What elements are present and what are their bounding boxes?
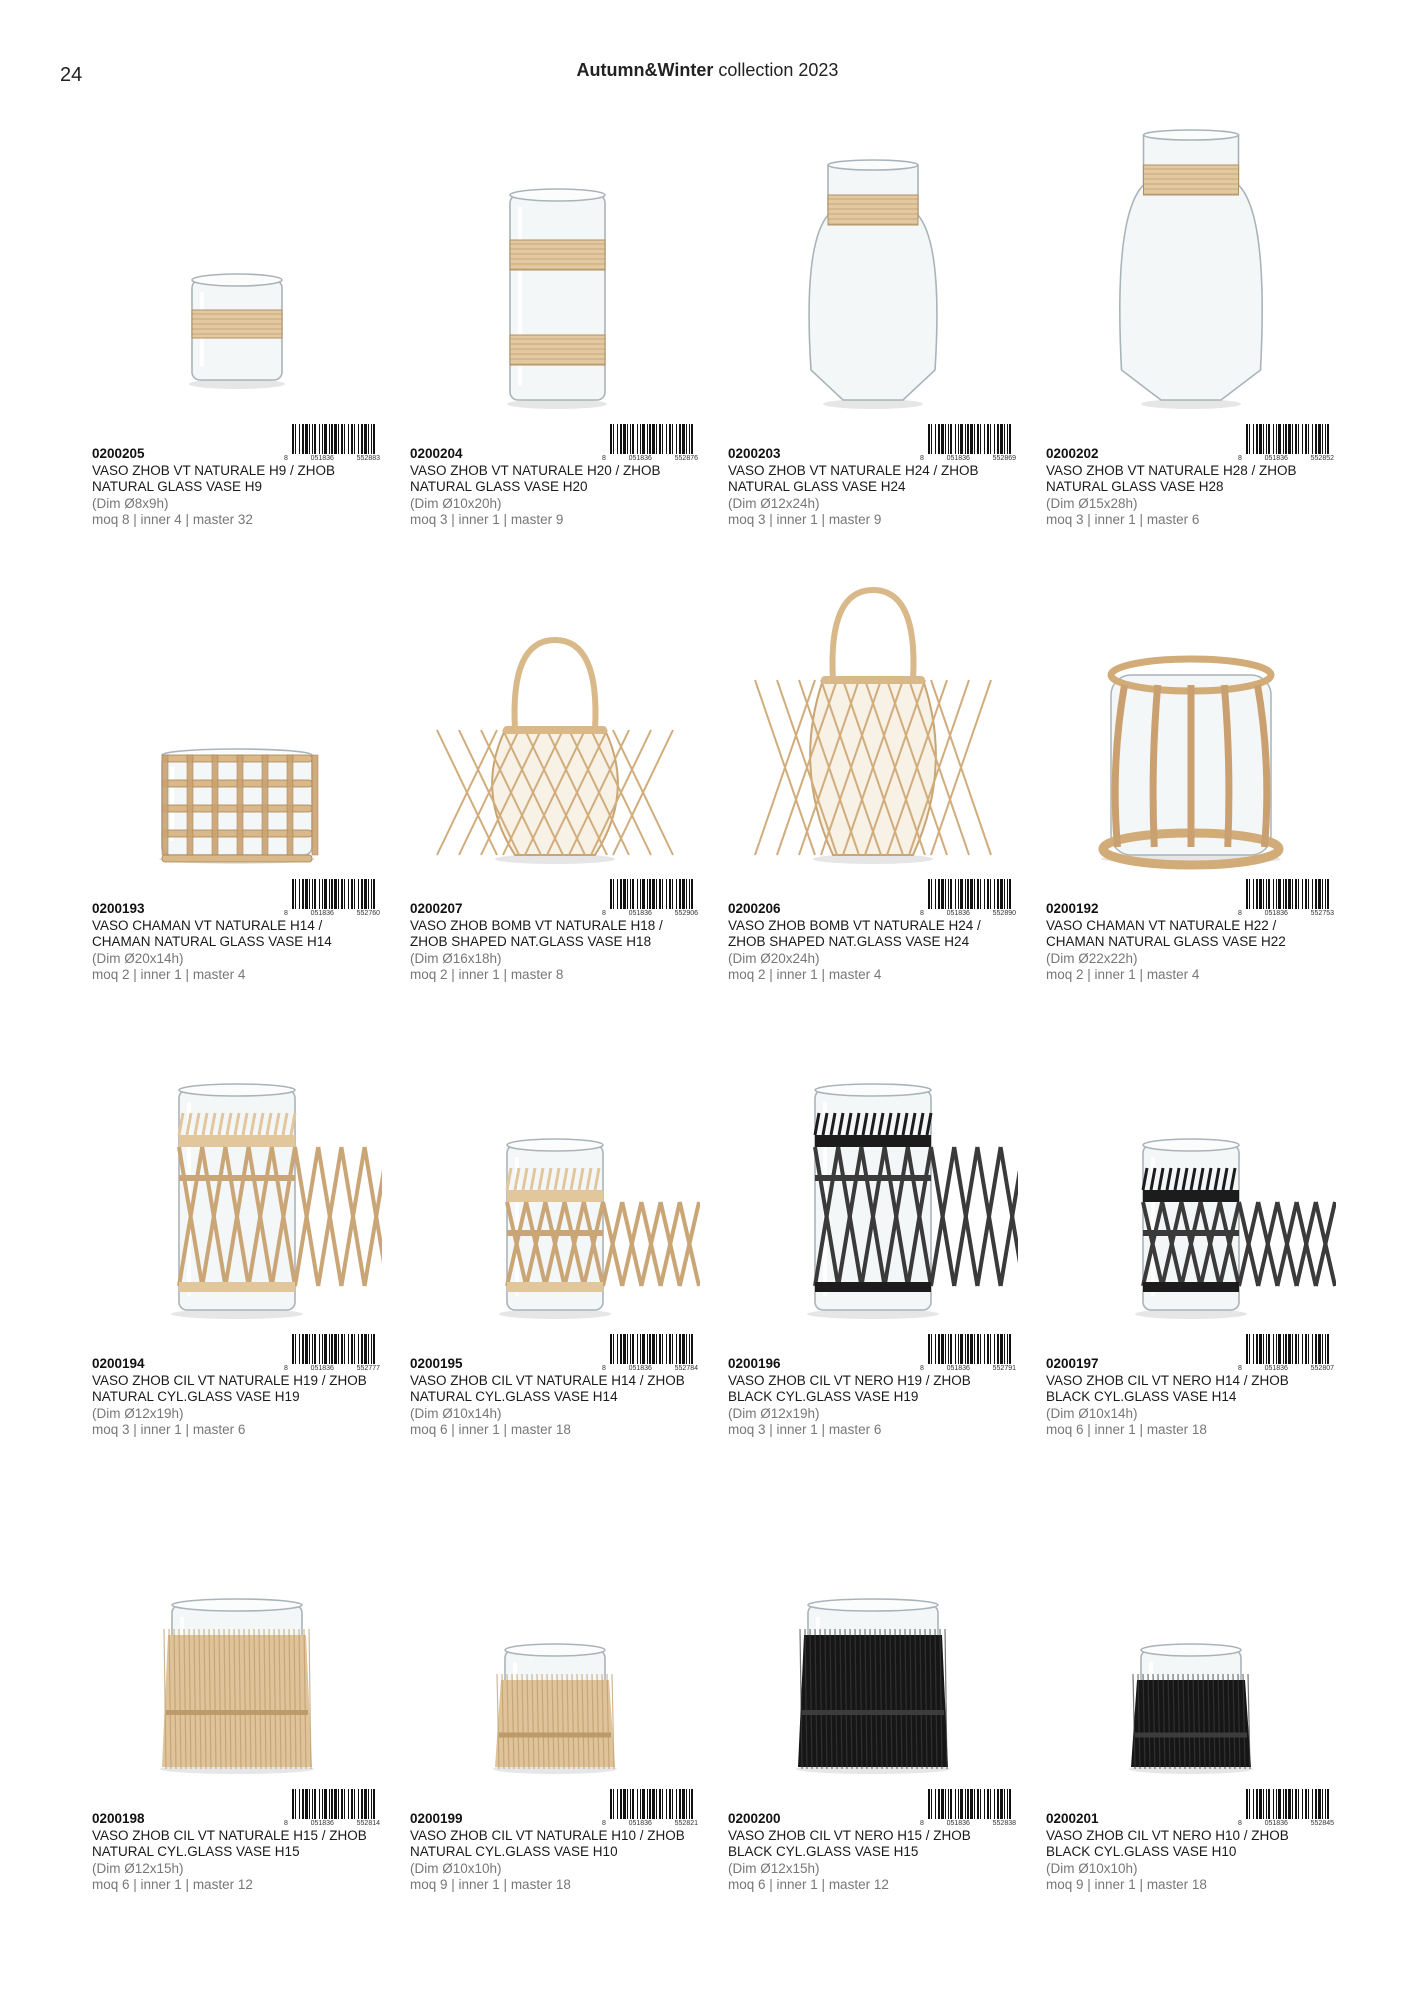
barcode-digit-lead: 8 [920,910,924,917]
lantern-woven-handle-tall-icon [728,555,1018,875]
product-name-line2: NATURAL GLASS VASE H20 [410,479,588,494]
product-info [728,1811,1020,1894]
product-info [410,901,702,984]
vase-raffia-fringe-natural-small-icon [410,1465,700,1785]
product-name-line1: VASO ZHOB CIL VT NERO H14 / ZHOB [1046,1372,1289,1388]
barcode-digits-left: 051836 [628,1820,652,1827]
product-image [410,100,700,420]
barcode-digits-right: 552791 [992,1365,1016,1372]
product-name-line2: NATURAL CYL.GLASS VASE H15 [92,1844,300,1859]
product-card [728,1010,1018,1465]
barcode-digits-left: 051836 [310,1820,334,1827]
product-card [1046,1010,1336,1465]
product-name-line2: CHAMAN NATURAL GLASS VASE H22 [1046,934,1286,949]
barcode-digits-right: 552876 [674,455,698,462]
product-packaging: moq 3 | inner 1 | master 6 [728,1422,882,1437]
product-code: 0200199 [410,1811,463,1826]
vase-glass-two-bands-icon [410,100,700,420]
product-packaging: moq 3 | inner 1 | master 9 [410,512,564,527]
barcode-digits-right: 552852 [1310,455,1334,462]
product-info [728,446,1020,529]
product-card [410,1465,700,1920]
barcode-digits-right: 552906 [674,910,698,917]
vase-glass-tall-icon [1046,100,1336,420]
product-image [92,555,382,875]
barcode-digits-right: 552760 [356,910,380,917]
product-info [92,1356,384,1439]
barcode-digits-right: 552807 [1310,1365,1334,1372]
product-packaging: moq 9 | inner 1 | master 18 [410,1877,571,1892]
product-info [410,1811,702,1894]
barcode-digits-right: 552821 [674,1820,698,1827]
barcode-digits-left: 051836 [946,1820,970,1827]
product-name-line1: VASO ZHOB BOMB VT NATURALE H18 / [410,917,663,933]
vase-raffia-fringe-black-icon [728,1465,1018,1785]
product-name-line1: VASO ZHOB VT NATURALE H9 / ZHOB [92,462,336,478]
product-packaging: moq 9 | inner 1 | master 18 [1046,1877,1207,1892]
barcode-digit-lead: 8 [920,455,924,462]
page-title-bold: Autumn&Winter [576,60,714,80]
product-name-line1: VASO ZHOB CIL VT NERO H19 / ZHOB [728,1372,971,1388]
product-card [728,555,1018,1010]
barcode-digits-left: 051836 [310,455,334,462]
product-card [1046,1465,1336,1920]
product-card [92,1465,382,1920]
product-image [92,1010,382,1330]
barcode-digits-left: 051836 [310,910,334,917]
product-dimensions: (Dim Ø12x15h) [92,1860,184,1876]
product-code: 0200202 [1046,446,1099,461]
product-name-line2: NATURAL GLASS VASE H24 [728,479,906,494]
product-code: 0200192 [1046,901,1099,916]
product-card [1046,100,1336,555]
barcode-digit-lead: 8 [284,1820,288,1827]
product-info [1046,1811,1338,1894]
lantern-woven-handle-icon [410,555,700,875]
barcode-digits-right: 552777 [356,1365,380,1372]
product-packaging: moq 2 | inner 1 | master 4 [92,967,246,982]
barcode-digits-left: 051836 [628,455,652,462]
product-code: 0200203 [728,446,781,461]
product-card [1046,555,1336,1010]
vase-raffia-net-natural-small-icon [410,1010,700,1330]
barcode-digit-lead: 8 [920,1820,924,1827]
vase-glass-band-icon [92,100,382,420]
product-name-line2: ZHOB SHAPED NAT.GLASS VASE H18 [410,934,652,949]
product-code: 0200206 [728,901,781,916]
product-packaging: moq 3 | inner 1 | master 6 [92,1422,246,1437]
product-dimensions: (Dim Ø16x18h) [410,950,502,966]
product-image [728,1010,1018,1330]
product-code: 0200196 [728,1356,781,1371]
product-name-line1: VASO ZHOB CIL VT NATURALE H10 / ZHOB [410,1827,685,1843]
product-packaging: moq 6 | inner 1 | master 18 [1046,1422,1207,1437]
barcode-digits-left: 051836 [1264,455,1288,462]
barcode-digits-left: 051836 [946,1365,970,1372]
barcode-digits-left: 051836 [946,910,970,917]
product-code: 0200194 [92,1356,145,1371]
barcode-digits-left: 051836 [628,1365,652,1372]
product-dimensions: (Dim Ø12x24h) [728,495,820,511]
product-dimensions: (Dim Ø10x10h) [410,1860,502,1876]
product-image [1046,555,1336,875]
product-card [410,1010,700,1465]
product-dimensions: (Dim Ø10x10h) [1046,1860,1138,1876]
product-info [1046,901,1338,984]
barcode-digit-lead: 8 [602,910,606,917]
product-image [728,100,1018,420]
barcode-digits-left: 051836 [946,455,970,462]
product-packaging: moq 8 | inner 4 | master 32 [92,512,253,527]
page-number: 24 [60,64,83,86]
product-name-line1: VASO ZHOB CIL VT NERO H15 / ZHOB [728,1827,971,1843]
product-dimensions: (Dim Ø8x9h) [92,495,169,511]
product-name-line2: ZHOB SHAPED NAT.GLASS VASE H24 [728,934,970,949]
barcode-digits-right: 552784 [674,1365,698,1372]
product-image [92,1465,382,1785]
barcode-digits-left: 051836 [628,910,652,917]
page-title [0,60,1415,81]
product-name-line1: VASO ZHOB CIL VT NERO H10 / ZHOB [1046,1827,1289,1843]
barcode-digits-left: 051836 [1264,910,1288,917]
barcode-digit-lead: 8 [1238,1820,1242,1827]
product-name-line1: VASO ZHOB VT NATURALE H20 / ZHOB [410,462,661,478]
product-card [410,555,700,1010]
barcode-digits-right: 552890 [992,910,1016,917]
product-packaging: moq 6 | inner 1 | master 12 [92,1877,253,1892]
vase-raffia-net-natural-icon [92,1010,382,1330]
vase-rattan-lattice-icon [92,555,382,875]
barcode-digits-right: 552753 [1310,910,1334,917]
product-name-line1: VASO ZHOB CIL VT NATURALE H19 / ZHOB [92,1372,367,1388]
product-code: 0200193 [92,901,145,916]
barcode-digit-lead: 8 [602,1365,606,1372]
product-name-line2: NATURAL CYL.GLASS VASE H19 [92,1389,300,1404]
product-info [410,446,702,529]
vase-raffia-fringe-black-small-icon [1046,1465,1336,1785]
vase-raffia-net-black-small-icon [1046,1010,1336,1330]
vase-rattan-cage-icon [1046,555,1336,875]
barcode-digit-lead: 8 [284,1365,288,1372]
barcode-digits-right: 552869 [992,455,1016,462]
vase-raffia-fringe-natural-icon [92,1465,382,1785]
product-image [410,555,700,875]
product-dimensions: (Dim Ø20x14h) [92,950,184,966]
barcode-digits-right: 552883 [356,455,380,462]
product-name-line1: VASO ZHOB VT NATURALE H28 / ZHOB [1046,462,1297,478]
product-card [410,100,700,555]
product-info [92,446,384,529]
product-image [410,1465,700,1785]
product-dimensions: (Dim Ø15x28h) [1046,495,1138,511]
product-dimensions: (Dim Ø10x20h) [410,495,502,511]
product-card [92,1010,382,1465]
barcode-digits-right: 552845 [1310,1820,1334,1827]
barcode-digits-left: 051836 [1264,1820,1288,1827]
barcode-digits-left: 051836 [310,1365,334,1372]
product-name-line2: CHAMAN NATURAL GLASS VASE H14 [92,934,332,949]
product-code: 0200207 [410,901,463,916]
product-code: 0200198 [92,1811,145,1826]
barcode-digit-lead: 8 [602,1820,606,1827]
product-image [728,555,1018,875]
product-card [728,100,1018,555]
product-image [1046,1465,1336,1785]
product-code: 0200197 [1046,1356,1099,1371]
barcode-digit-lead: 8 [920,1365,924,1372]
product-image [728,1465,1018,1785]
product-name-line2: BLACK CYL.GLASS VASE H14 [1046,1389,1237,1404]
product-image [1046,100,1336,420]
barcode-digit-lead: 8 [284,910,288,917]
barcode-digit-lead: 8 [1238,455,1242,462]
product-name-line2: NATURAL CYL.GLASS VASE H14 [410,1389,618,1404]
vase-glass-tapered-icon [728,100,1018,420]
product-packaging: moq 2 | inner 1 | master 4 [1046,967,1200,982]
barcode-digit-lead: 8 [284,455,288,462]
product-packaging: moq 6 | inner 1 | master 18 [410,1422,571,1437]
product-code: 0200200 [728,1811,781,1826]
product-name-line1: VASO ZHOB VT NATURALE H24 / ZHOB [728,462,979,478]
product-code: 0200195 [410,1356,463,1371]
product-card [92,555,382,1010]
product-code: 0200205 [92,446,145,461]
product-image [92,100,382,420]
product-dimensions: (Dim Ø10x14h) [1046,1405,1138,1421]
product-name-line2: BLACK CYL.GLASS VASE H15 [728,1844,919,1859]
product-card [92,100,382,555]
product-grid [92,100,1372,1980]
product-packaging: moq 3 | inner 1 | master 6 [1046,512,1200,527]
product-dimensions: (Dim Ø22x22h) [1046,950,1138,966]
product-dimensions: (Dim Ø12x15h) [728,1860,820,1876]
product-name-line2: NATURAL GLASS VASE H9 [92,479,263,494]
barcode-digit-lead: 8 [602,455,606,462]
product-info [410,1356,702,1439]
product-name-line1: VASO ZHOB CIL VT NATURALE H14 / ZHOB [410,1372,685,1388]
product-dimensions: (Dim Ø12x19h) [728,1405,820,1421]
product-dimensions: (Dim Ø10x14h) [410,1405,502,1421]
product-name-line1: VASO ZHOB CIL VT NATURALE H15 / ZHOB [92,1827,367,1843]
product-name-line1: VASO ZHOB BOMB VT NATURALE H24 / [728,917,981,933]
barcode-digits-left: 051836 [1264,1365,1288,1372]
product-info [728,1356,1020,1439]
product-name-line1: VASO CHAMAN VT NATURALE H22 / [1046,917,1277,933]
product-info [1046,446,1338,529]
product-code: 0200204 [410,446,463,461]
barcode-digit-lead: 8 [1238,1365,1242,1372]
product-code: 0200201 [1046,1811,1099,1826]
product-info [92,901,384,984]
page-title-rest: collection 2023 [713,60,839,80]
product-packaging: moq 2 | inner 1 | master 8 [410,967,564,982]
product-name-line2: BLACK CYL.GLASS VASE H10 [1046,1844,1237,1859]
barcode-digit-lead: 8 [1238,910,1242,917]
product-packaging: moq 3 | inner 1 | master 9 [728,512,882,527]
product-name-line2: NATURAL GLASS VASE H28 [1046,479,1224,494]
product-image [1046,1010,1336,1330]
product-dimensions: (Dim Ø20x24h) [728,950,820,966]
product-info [1046,1356,1338,1439]
product-packaging: moq 6 | inner 1 | master 12 [728,1877,889,1892]
product-name-line2: NATURAL CYL.GLASS VASE H10 [410,1844,618,1859]
product-dimensions: (Dim Ø12x19h) [92,1405,184,1421]
product-image [410,1010,700,1330]
product-packaging: moq 2 | inner 1 | master 4 [728,967,882,982]
product-name-line2: BLACK CYL.GLASS VASE H19 [728,1389,919,1404]
product-card [728,1465,1018,1920]
vase-raffia-net-black-icon [728,1010,1018,1330]
barcode-digits-right: 552814 [356,1820,380,1827]
product-info [728,901,1020,984]
product-name-line1: VASO CHAMAN VT NATURALE H14 / [92,917,323,933]
barcode-digits-right: 552838 [992,1820,1016,1827]
product-info [92,1811,384,1894]
